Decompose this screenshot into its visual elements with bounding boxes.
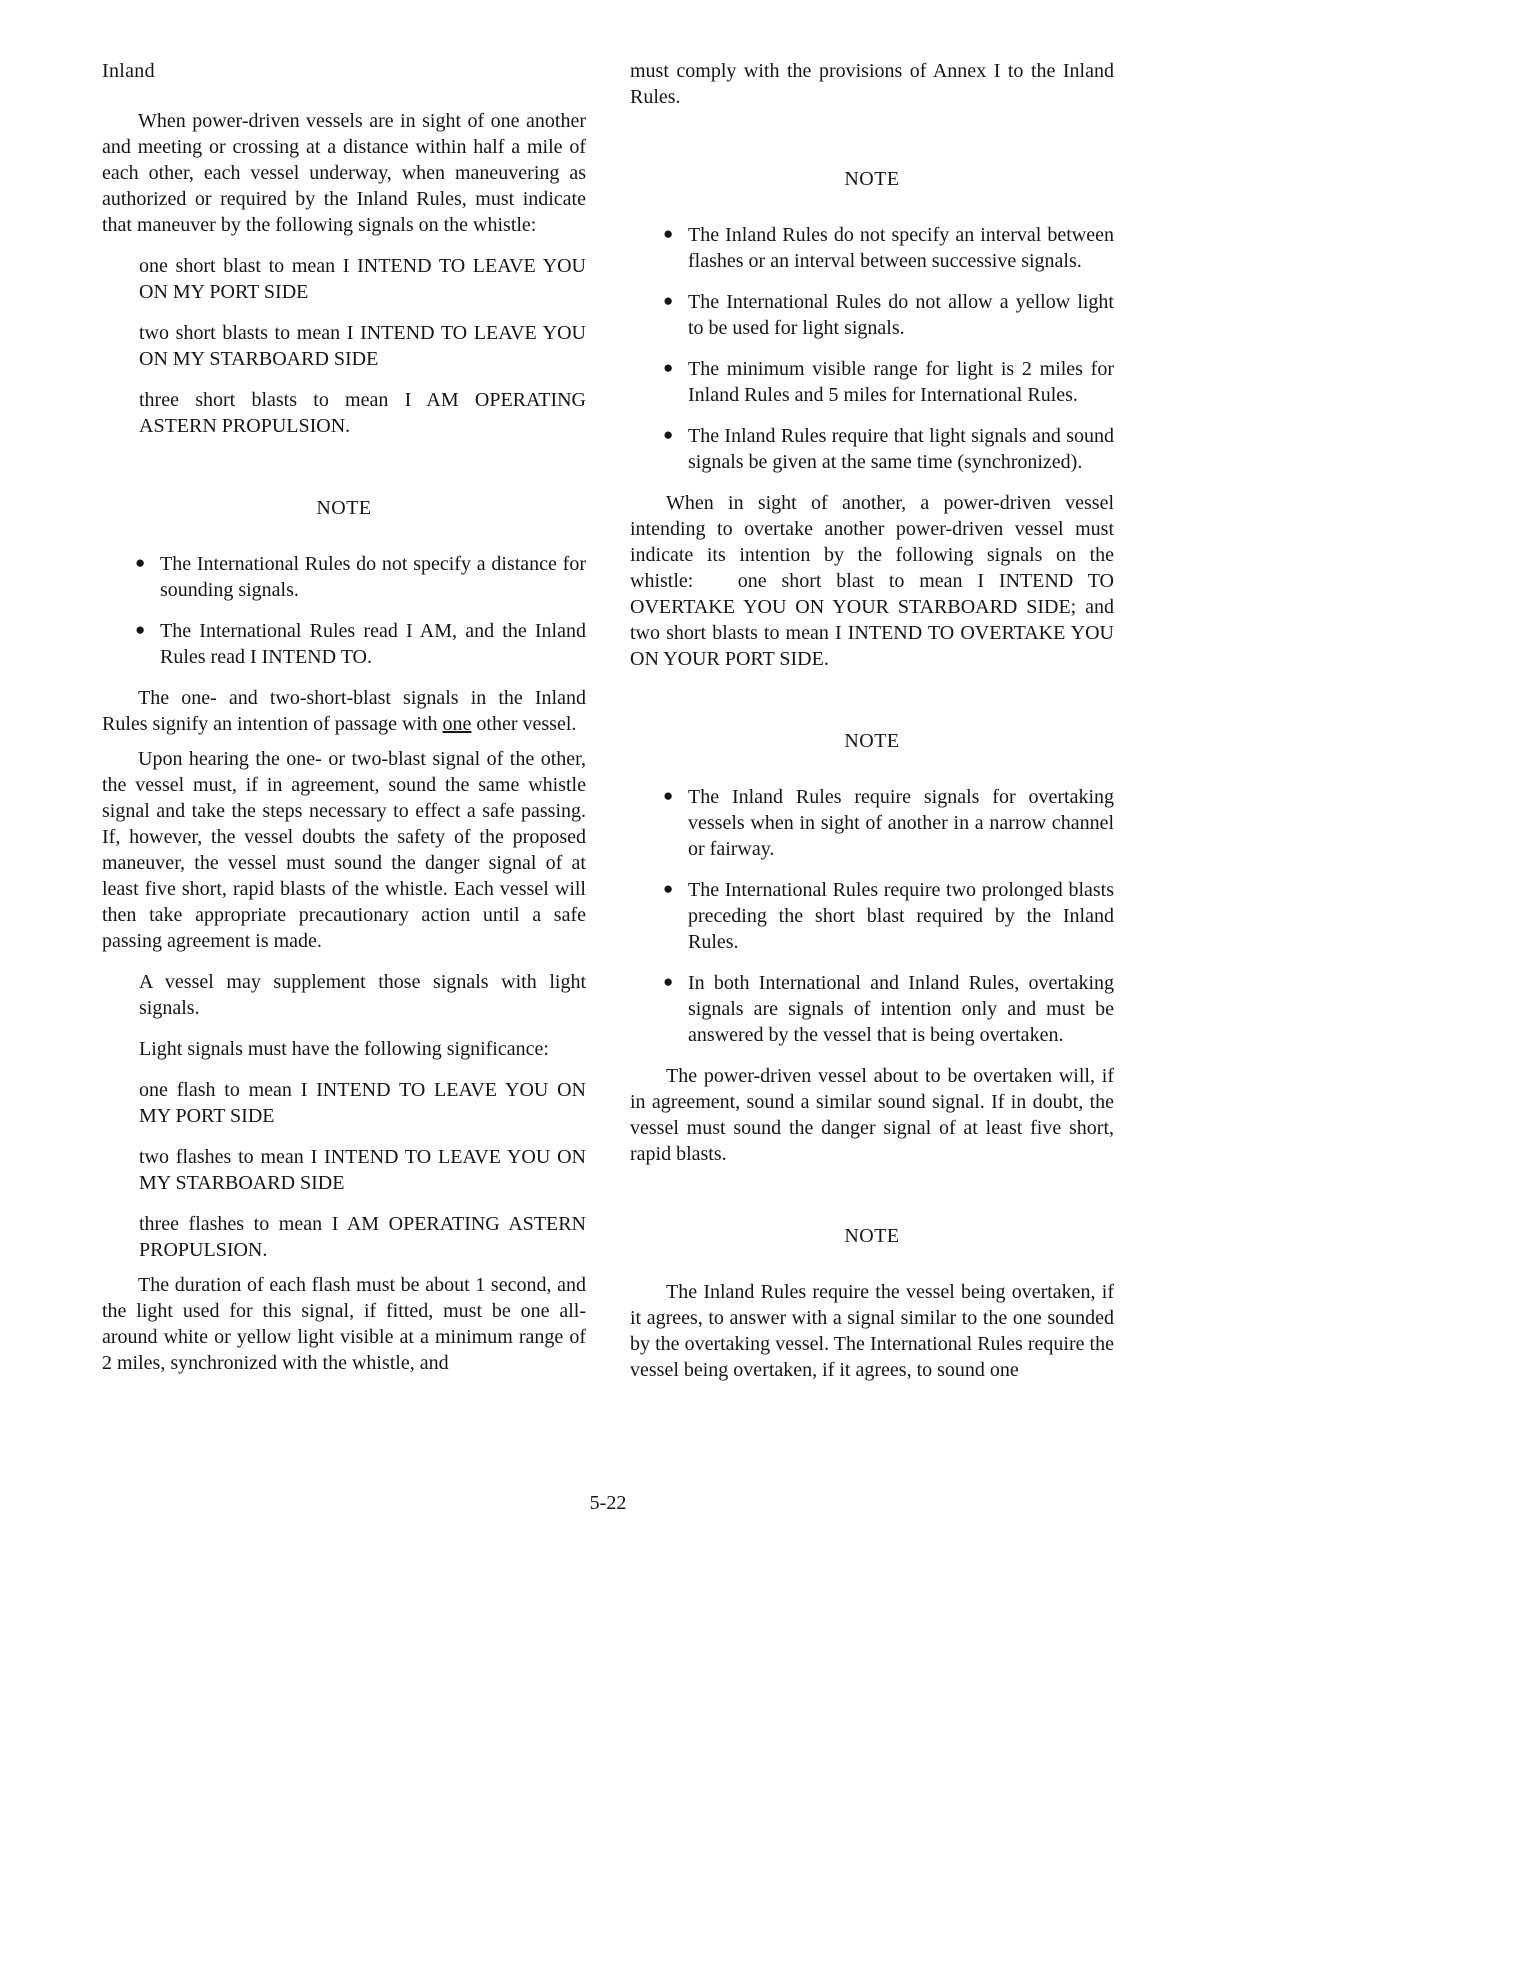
light-signal-item: three flashes to mean I AM OPERATING ASTERN PROPULSION.	[139, 1213, 586, 1261]
left-column	[102, 58, 586, 1383]
light-signal-item: A vessel may supplement those signals with light signals.	[139, 971, 586, 1019]
bullet-icon: ●	[663, 879, 674, 898]
bullet-item	[630, 222, 1114, 274]
bullet-item	[630, 289, 1114, 341]
underlined-word: one	[442, 713, 472, 735]
bullet-icon: ●	[663, 425, 674, 444]
intro-paragraph: When power-driven vessels are in sight of one another and meeting or crossing at a distance within half a mile of each other, each vessel underway, when maneuvering as authorized or required by the Inland Rules, must indicate that maneuver by the following signals on the whistle:	[102, 110, 586, 236]
signal-item: one short blast to mean I INTEND TO LEAVE YOU ON MY PORT SIDE	[139, 255, 586, 303]
light-signal-item: two flashes to mean I INTEND TO LEAVE YOU ON MY STARBOARD SIDE	[139, 1146, 586, 1194]
bullet-text: The Inland Rules require that light signals and sound signals be given at the same time (synchronized).	[688, 425, 1114, 473]
bullet-icon: ●	[663, 224, 674, 243]
bullet-item	[630, 423, 1114, 475]
note-heading: NOTE	[844, 1225, 900, 1247]
paragraph-upon-hearing: Upon hearing the one- or two-blast signal of the other, the vessel must, if in agreement, sound the same whistle signal and take the steps necessary to effect a safe passing. If, however, the vessel doubts the safety of the proposed maneuver, the vessel must sound the danger signal of at least five short, rapid blasts of the whistle. Each vessel will then take appropriate precautionary action until a safe passing agreement is made.	[102, 748, 586, 952]
light-signal-item: Light signals must have the following significance:	[139, 1038, 549, 1060]
note-heading: NOTE	[844, 168, 900, 190]
signal-item: two short blasts to mean I INTEND TO LEAVE YOU ON MY STARBOARD SIDE	[139, 322, 586, 370]
bullet-icon: ●	[663, 786, 674, 805]
bullet-item	[102, 551, 586, 603]
bullet-text: The minimum visible range for light is 2 miles for Inland Rules and 5 miles for International Rules.	[688, 358, 1114, 406]
bullet-item	[102, 618, 586, 670]
page-header: Inland	[102, 60, 155, 82]
bullet-text: The Inland Rules require signals for overtaking vessels when in sight of another in a narrow channel or fairway.	[688, 786, 1114, 860]
bullet-item	[630, 356, 1114, 408]
right-column	[630, 58, 1114, 1383]
paragraph-flash-duration: The duration of each flash must be about 1 second, and the light used for this signal, if fitted, must be one all-around white or yellow light visible at a minimum range of 2 miles, synchronized with the whistle, and	[102, 1274, 586, 1374]
bullet-text: The International Rules do not allow a yellow light to be used for light signals.	[688, 291, 1114, 339]
page-number: 5-22	[589, 1492, 627, 1514]
bullet-icon: ●	[663, 358, 674, 377]
bullet-text: In both International and Inland Rules, overtaking signals are signals of intention only and must be answered by the vessel that is being overtaken.	[688, 972, 1114, 1046]
bullet-text: The International Rules require two prolonged blasts preceding the short blast required by the Inland Rules.	[688, 879, 1114, 953]
paragraph-text: other vessel.	[471, 713, 577, 735]
continuation-paragraph: must comply with the provisions of Annex I to the Inland Rules.	[630, 60, 1114, 108]
paragraph-final: The Inland Rules require the vessel being overtaken, if it agrees, to answer with a signal similar to the one sounded by the overtaking vessel. The International Rules require the vessel being overtaken, if it agrees, to sound one	[630, 1281, 1114, 1381]
bullet-icon: ●	[135, 620, 146, 639]
bullet-item	[630, 877, 1114, 955]
paragraph-text: The one- and two-short-blast signals in the Inland Rules signify an intention of passage with	[102, 687, 586, 735]
bullet-item	[630, 970, 1114, 1048]
bullet-icon: ●	[663, 972, 674, 991]
bullet-text: The International Rules do not specify a distance for sounding signals.	[160, 553, 586, 601]
bullet-text: The International Rules read I AM, and the Inland Rules read I INTEND TO.	[160, 620, 586, 668]
paragraph-overtaking: When in sight of another, a power-driven vessel intending to overtake another power-driven vessel must indicate its intention by the following signals on the whistle: one short blast to mean I INTEND TO OVERTAKE YOU ON YOUR STARBOARD SIDE; and two short blasts to mean I INTEND TO OVERTAKE YOU ON YOUR PORT SIDE.	[630, 492, 1114, 670]
note-heading: NOTE	[316, 497, 372, 519]
note-heading: NOTE	[844, 730, 900, 752]
bullet-item	[630, 784, 1114, 862]
paragraph-one-two-blast	[102, 685, 586, 737]
signal-item: three short blasts to mean I AM OPERATING ASTERN PROPULSION.	[139, 389, 586, 437]
bullet-icon: ●	[135, 553, 146, 572]
bullet-icon: ●	[663, 291, 674, 310]
page-content	[102, 58, 1114, 1383]
paragraph-overtaken-response: The power-driven vessel about to be overtaken will, if in agreement, sound a similar sound signal. If in doubt, the vessel must sound the danger signal of at least five short, rapid blasts.	[630, 1065, 1114, 1165]
light-signal-item: one flash to mean I INTEND TO LEAVE YOU ON MY PORT SIDE	[139, 1079, 586, 1127]
bullet-text: The Inland Rules do not specify an interval between flashes or an interval between successive signals.	[688, 224, 1114, 272]
